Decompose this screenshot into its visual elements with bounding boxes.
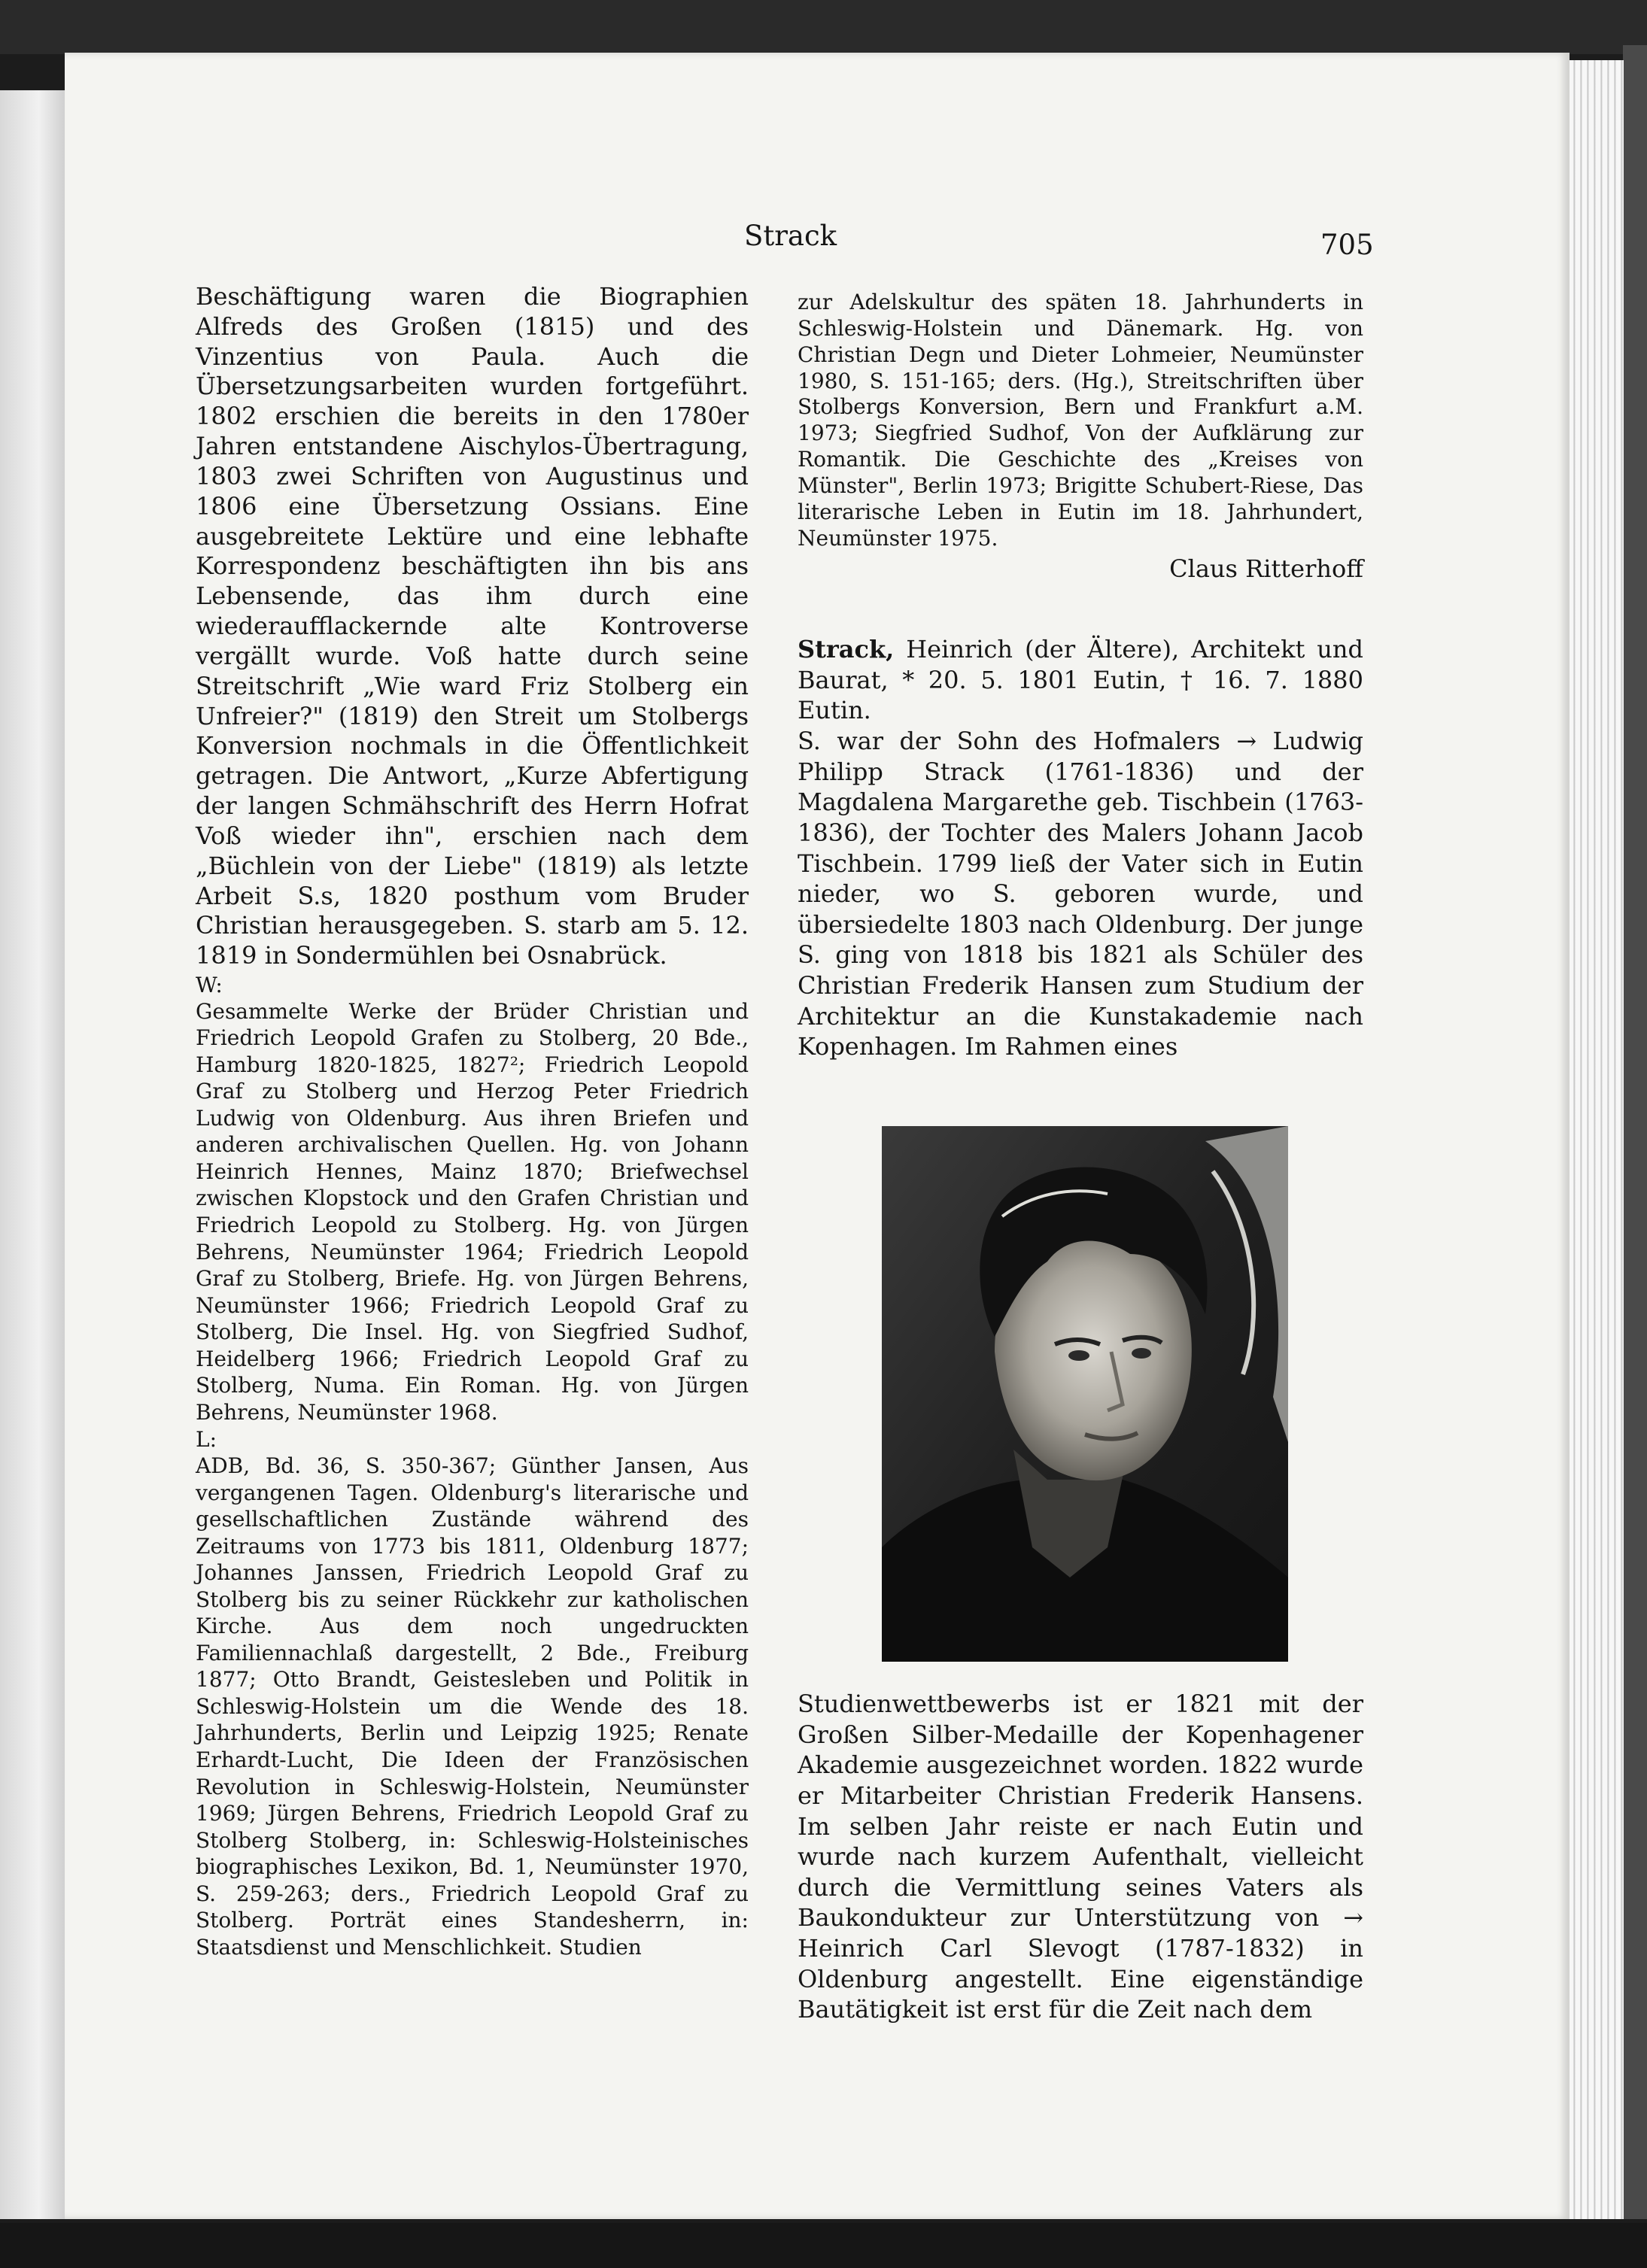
entry-paragraph-2: Studienwettbewerbs ist er 1821 mit der Großen Silber-Medaille der Kopenhagener Akademie ausgezeichnet worden. 1822 wurde er Mitarbeiter Christian Frederik Hansens. Im selben Jahr reiste er nach Eutin und wurde nach kurzem Aufenthalt, vielleicht durch die Vermittlung seines Vaters als Baukondukteur zur Unterstützung von → Heinrich Carl Slevogt (1787-1832) in Oldenburg angestellt. Eine eigenständige Bautätigkeit ist erst für die Zeit nach dem (798, 1690, 1363, 2024)
portrait-photo (882, 1126, 1288, 1662)
right-column-top (798, 290, 1363, 1062)
literature-list: ADB, Bd. 36, S. 350-367; Günther Jansen, Aus vergangenen Tagen. Oldenburg's literarische und gesellschaftlichen Zustände während des Zeitraums von 1773 bis 1811, Oldenburg 1877; Johannes Janssen, Friedrich Leopold Graf zu Stolberg bis zu seiner Rückkehr zur katholischen Kirche. Aus dem noch ungedruckten Familiennachlaß dargestellt, 2 Bde., Freiburg 1877; Otto Brandt, Geistesleben und Politik in Schleswig-Holstein um die Wende des 18. Jahrhunderts, Berlin und Leipzig 1925; Renate Erhardt-Lucht, Die Ideen der Französischen Revolution in Schleswig-Holstein, Neumünster 1969; Jürgen Behrens, Friedrich Leopold Graf zu Stolberg Stolberg, in: Schleswig-Holsteinisches biographisches Lexikon, Bd. 1, Neumünster 1970, S. 259-263; ders., Friedrich Leopold Graf zu Stolberg. Porträt eines Standesherrn, in: Staatsdienst und Menschlichkeit. Studien (196, 1453, 749, 1960)
works-label: W: (196, 973, 223, 998)
running-head: Strack (744, 220, 837, 252)
entry-lemma: Strack, (798, 635, 895, 664)
book-cover-edge (1623, 45, 1647, 2219)
entry-heading-text: Heinrich (der Ältere), Architekt und Baurat, * 20. 5. 1801 Eutin, † 16. 7. 1880 Eutin. (798, 635, 1363, 725)
page-number: 705 (1320, 229, 1374, 261)
literature-continued: zur Adelskultur des späten 18. Jahrhunderts in Schleswig-Holstein und Dänemark. Hg. von Christian Degn und Dieter Lohmeier, Neumünster 1980, S. 151-165; ders. (Hg.), Streitschriften über Stolbergs Konversion, Bern und Frankfurt a.M. 1973; Siegfried Sudhof, Von der Aufklärung zur Romantik. Die Geschichte des „Kreises von Münster", Berlin 1973; Brigitte Schubert-Riese, Das literarische Leben in Eutin im 18. Jahrhundert, Neumünster 1975. (798, 290, 1363, 551)
right-column-bottom (798, 1689, 1363, 2025)
portrait-image (882, 1126, 1288, 1662)
scanner-background-top (0, 0, 1647, 54)
literature-label: L: (196, 1427, 217, 1453)
works-list: Gesammelte Werke der Brüder Christian und Friedrich Leopold Grafen zu Stolberg, 20 Bde., Hamburg 1820-1825, 1827²; Friedrich Leopold Graf zu Stolberg und Herzog Peter Friedrich Ludwig von Oldenburg. Aus ihren Briefen und anderen archivalischen Quellen. Hg. von Johann Heinrich Hennes, Mainz 1870; Briefwechsel zwischen Klopstock und den Grafen Christian und Friedrich Leopold zu Stolberg. Hg. von Jürgen Behrens, Neumünster 1964; Friedrich Leopold Graf zu Stolberg, Briefe. Hg. von Jürgen Behrens, Neumünster 1966; Friedrich Leopold Graf zu Stolberg, Die Insel. Hg. von Siegfried Sudhof, Heidelberg 1966; Friedrich Leopold Graf zu Stolberg, Numa. Ein Roman. Hg. von Jürgen Behrens, Neumünster 1968. (196, 998, 749, 1425)
entry-paragraph-1: S. war der Sohn des Hofmalers → Ludwig Philipp Strack (1761-1836) und der Magdalena Margarethe geb. Tischbein (1763-1836), der Tochter des Malers Johann Jacob Tischbein. 1799 ließ der Vater sich in Eutin nieder, wo S. geboren wurde, und übersiedelte 1803 nach Oldenburg. Der junge S. ging von 1818 bis 1821 als Schüler des Christian Frederik Hansen zum Studium der Architektur an die Kunstakademie nach Kopenhagen. Im Rahmen eines (798, 727, 1363, 1061)
intro-paragraph: Beschäftigung waren die Biographien Alfreds des Großen (1815) und des Vinzentius von Paula. Auch die Übersetzungsarbeiten wurden fortgeführt. 1802 erschien die bereits in den 1780er Jahren entstandene Aischylos-Übertragung, 1803 zwei Schriften von Augustinus und 1806 eine Übersetzung Ossians. Eine ausgebreitete Lektüre und eine lebhafte Korrespondenz beschäftigten ihn bis ans Lebensende, das ihm durch eine wiederaufflackernde alte Kontroverse vergällt wurde. Voß hatte durch seine Streitschrift „Wie ward Friz Stolberg ein Unfreier?" (1819) den Streit um Stolbergs Konversion nochmals in die Öffentlichkeit getragen. Die Antwort, „Kurze Abfertigung der langen Schmähschrift des Herrn Hofrat Voß wieder ihn", erschien nach dem „Büchlein von der Liebe" (1819) als letzte Arbeit S.s, 1820 posthum vom Bruder Christian herausgegeben. S. starb am 5. 12. 1819 in Sondermühlen bei Osnabrück. (196, 282, 749, 970)
left-column (196, 282, 749, 1960)
entry-heading (798, 634, 1363, 726)
author-signature: Claus Ritterhoff (1169, 554, 1363, 583)
scanner-background-bottom (0, 2223, 1647, 2268)
facing-page-edge (0, 90, 65, 2219)
